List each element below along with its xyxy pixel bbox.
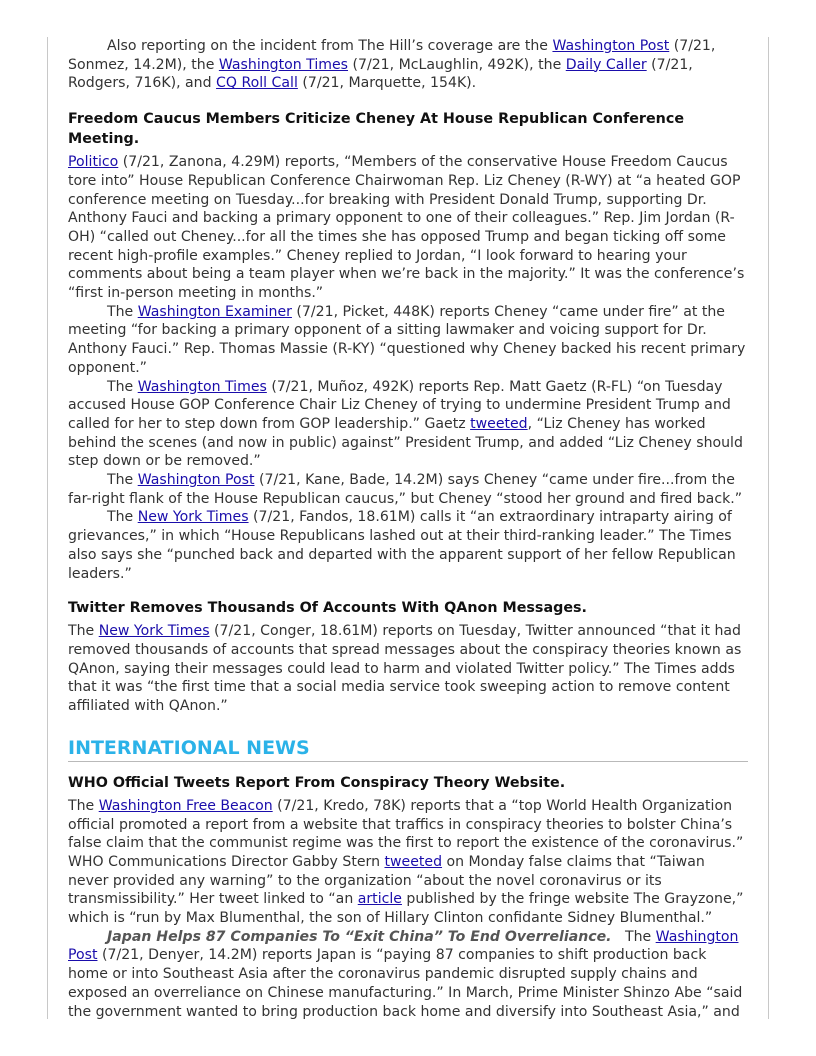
free-beacon-paragraph (68, 797, 748, 928)
washington-times-link[interactable]: Washington Times (218, 56, 349, 73)
international-news-heading: INTERNATIONAL NEWS (68, 736, 748, 762)
daily-caller-link[interactable]: Daily Caller (565, 56, 647, 73)
washington-post-paragraph (68, 471, 748, 508)
text: , “Liz Cheney has worked behind the scenes (and now in public) against” President Trump, and added “Liz Cheney should step down or be removed.” (68, 415, 743, 470)
text: (7/21, Marquette, 154K). (297, 75, 477, 92)
text: (7/21, Picket, 448K) reports Cheney “came under fire” at the meeting “for backing a primary opponent of a sitting lawmaker and voicing support for Dr. Anthony Fauci.” Rep. Thomas Massie (R-KY) “questioned why Cheney backed his recent primary opponent.” (68, 303, 746, 376)
washington-free-beacon-link[interactable]: Washington Free Beacon (98, 797, 273, 814)
cheney-story-headline: Freedom Caucus Members Criticize Cheney At House Republican Conference Meeting. (68, 111, 685, 148)
text: The (68, 623, 99, 640)
text: on Monday false claims that “Taiwan never provided any warning” to the organization “about the novel coronavirus or its transmissibility.” Her tweet linked to “an (68, 853, 705, 908)
text: (7/21, Denyer, 14.2M) reports Japan is “paying 87 companies to shift production back home or into Southeast Asia after the coronavirus pandemic disrupted supply chains and exposed an overreliance on Chinese manufacturing.” In March, Prime Minister Shinzo Abe “said the government wanted to bring production back home and diversify into Southeast Asia,” and (68, 947, 743, 1020)
washington-examiner-link[interactable]: Washington Examiner (137, 303, 292, 320)
text: (7/21, Kredo, 78K) reports that a “top World Health Organization official promoted a report from a website that traffics in conspiracy theories to bolster China’s false claim that the communist regime was the first to report the existence of the coronavirus.” WHO Communications Director Gabby Stern (68, 797, 744, 870)
text: (7/21, Zanona, 4.29M) reports, “Members of the conservative House Freedom Caucus tore into” House Republican Conference Chairwoman Rep. Liz Cheney (R-WY) at “a heated GOP conference meeting on Tuesday...for breaking with President Donald Trump, supporting Dr. Anthony Fauci and backing a primary opponent to one of their colleagues.” Rep. Jim Jordan (R-OH) “called out Cheney...for all the times she has opposed Trump and began ticking off some recent high-profile examples.” Cheney replied to Jordan, “I look forward to hearing your comments about being a team player when we’re back in the majority.” It was the conference’s “first in-person meeting in months.” (68, 154, 745, 302)
nyt-cheney-paragraph (68, 508, 748, 583)
left-margin-rule (47, 37, 48, 1019)
japan-story-headline: Japan Helps 87 Companies To “Exit China” To End Overreliance. (107, 928, 612, 945)
text: (7/21, Muñoz, 492K) reports Rep. Matt Gaetz (R-FL) “on Tuesday accused House GOP Conference Chair Liz Cheney of trying to undermine President Trump and called for her to step down from GOP leadership.” Gaetz (68, 378, 731, 432)
text: The (611, 928, 656, 945)
hill-coverage-paragraph (68, 37, 748, 93)
text: The (107, 509, 138, 526)
politico-link[interactable]: Politico (68, 154, 119, 171)
text: Also reporting on the incident from The Hill’s coverage are the (107, 38, 553, 54)
japan-paragraph (68, 928, 748, 1022)
text: (7/21, Sonmez, 14.2M), the (68, 38, 716, 73)
washington-post-link[interactable]: Washington Post (137, 472, 255, 489)
washington-post-link[interactable]: Washington Post (68, 928, 739, 964)
washington-times-paragraph (68, 378, 748, 472)
new-york-times-link[interactable]: New York Times (98, 623, 210, 640)
text: The (68, 797, 99, 814)
new-york-times-link[interactable]: New York Times (137, 509, 249, 526)
who-story-headline: WHO Official Tweets Report From Conspiracy Theory Website. (68, 774, 566, 791)
gaetz-tweet-link[interactable]: tweeted (470, 415, 528, 432)
right-margin-rule (768, 37, 769, 1019)
twitter-story-headline: Twitter Removes Thousands Of Accounts With QAnon Messages. (68, 600, 587, 617)
text: (7/21, Rodgers, 716K), and (68, 56, 693, 92)
cq-roll-call-link[interactable]: CQ Roll Call (216, 75, 298, 92)
washington-post-link[interactable]: Washington Post (552, 38, 670, 54)
washington-times-link[interactable]: Washington Times (137, 378, 267, 395)
text: (7/21, Conger, 18.61M) reports on Tuesday, Twitter announced “that it had removed thousands of accounts that spread messages about the conspiracy theories known as QAnon, saying their messages could lead to harm and violated Twitter policy.” The Times adds that it was “the first time that a social media service took sweeping action to remove content affiliated with QAnon.” (68, 623, 742, 715)
text: (7/21, Kane, Bade, 14.2M) says Cheney “came under fire...from the far-right flank of the House Republican caucus,” but Cheney “stood her ground and fired back.” (68, 472, 743, 507)
nyt-twitter-paragraph (68, 622, 748, 716)
text: (7/21, Fandos, 18.61M) calls it “an extraordinary intraparty airing of grievances,” in which “House Republicans lashed out at their third-ranking leader.” The Times also says she “punched back and departed with the apparent support of her fellow Republican leaders.” (68, 509, 736, 582)
grayzone-article-link[interactable]: article (357, 891, 402, 908)
text: (7/21, McLaughlin, 492K), the (348, 56, 566, 73)
stern-tweet-link[interactable]: tweeted (384, 853, 443, 870)
text: The (107, 303, 138, 320)
newsletter-body (68, 37, 748, 1021)
text: published by the fringe website The Grayzone,” which is “run by Max Blumenthal, the son of Hillary Clinton confidante Sidney Blumenthal.” (68, 891, 744, 927)
politico-paragraph (68, 153, 748, 303)
text: The (107, 472, 138, 489)
examiner-paragraph (68, 303, 748, 378)
text: The (107, 378, 138, 395)
